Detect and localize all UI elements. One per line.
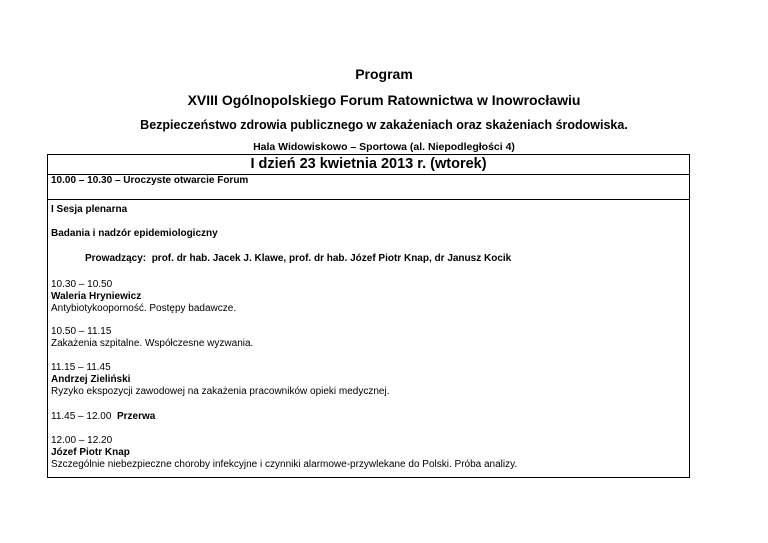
forum-subtitle: Bezpieczeństwo zdrowia publicznego w zakażeniach oraz skażeniach środowiska. bbox=[140, 118, 628, 132]
talk-speaker: Józef Piotr Knap bbox=[51, 447, 130, 458]
talk-title: Zakażenia szpitalne. Współczesne wyzwania. bbox=[51, 338, 254, 349]
talk-speaker: Waleria Hryniewicz bbox=[51, 291, 142, 302]
break-row bbox=[51, 411, 155, 423]
talk-time: 10.30 – 10.50 bbox=[51, 279, 113, 290]
break-label: Przerwa bbox=[117, 411, 156, 422]
session-name: I Sesja plenarna bbox=[51, 204, 128, 215]
talk-time: 11.15 – 11.45 bbox=[51, 362, 111, 373]
talk-time: 10.50 – 11.15 bbox=[51, 326, 112, 337]
talk-title: Antybiotykooporność. Postępy badawcze. bbox=[51, 303, 237, 314]
talk-time: 12.00 – 12.20 bbox=[51, 435, 113, 446]
moderators-label: Prowadzący: bbox=[85, 253, 147, 264]
talk-title: Ryzyko ekspozycji zawodowej na zakażenia pracowników opieki medycznej. bbox=[51, 386, 390, 397]
break-time: 11.45 – 12.00 bbox=[51, 411, 112, 422]
session-topic: Badania i nadzór epidemiologiczny bbox=[51, 228, 218, 239]
venue: Hala Widowiskowo – Sportowa (al. Niepodległości 4) bbox=[253, 141, 515, 153]
day-header: I dzień 23 kwietnia 2013 r. (wtorek) bbox=[48, 155, 689, 175]
moderators-names: prof. dr hab. Jacek J. Klawe, prof. dr hab. Józef Piotr Knap, dr Janusz Kocik bbox=[151, 253, 512, 264]
document-title: Program bbox=[355, 66, 413, 82]
talk-title: Szczególnie niebezpieczne choroby infekcyjne i czynniki alarmowe-przywlekane do Polski. Próba analizy. bbox=[51, 459, 518, 470]
moderators-row bbox=[85, 253, 511, 265]
talk-speaker: Andrzej Zieliński bbox=[51, 374, 131, 385]
opening-row: 10.00 – 10.30 – Uroczyste otwarcie Forum bbox=[48, 175, 689, 200]
forum-title: XVIII Ogólnopolskiego Forum Ratownictwa w Inowrocławiu bbox=[187, 92, 581, 108]
program-table bbox=[47, 154, 690, 478]
